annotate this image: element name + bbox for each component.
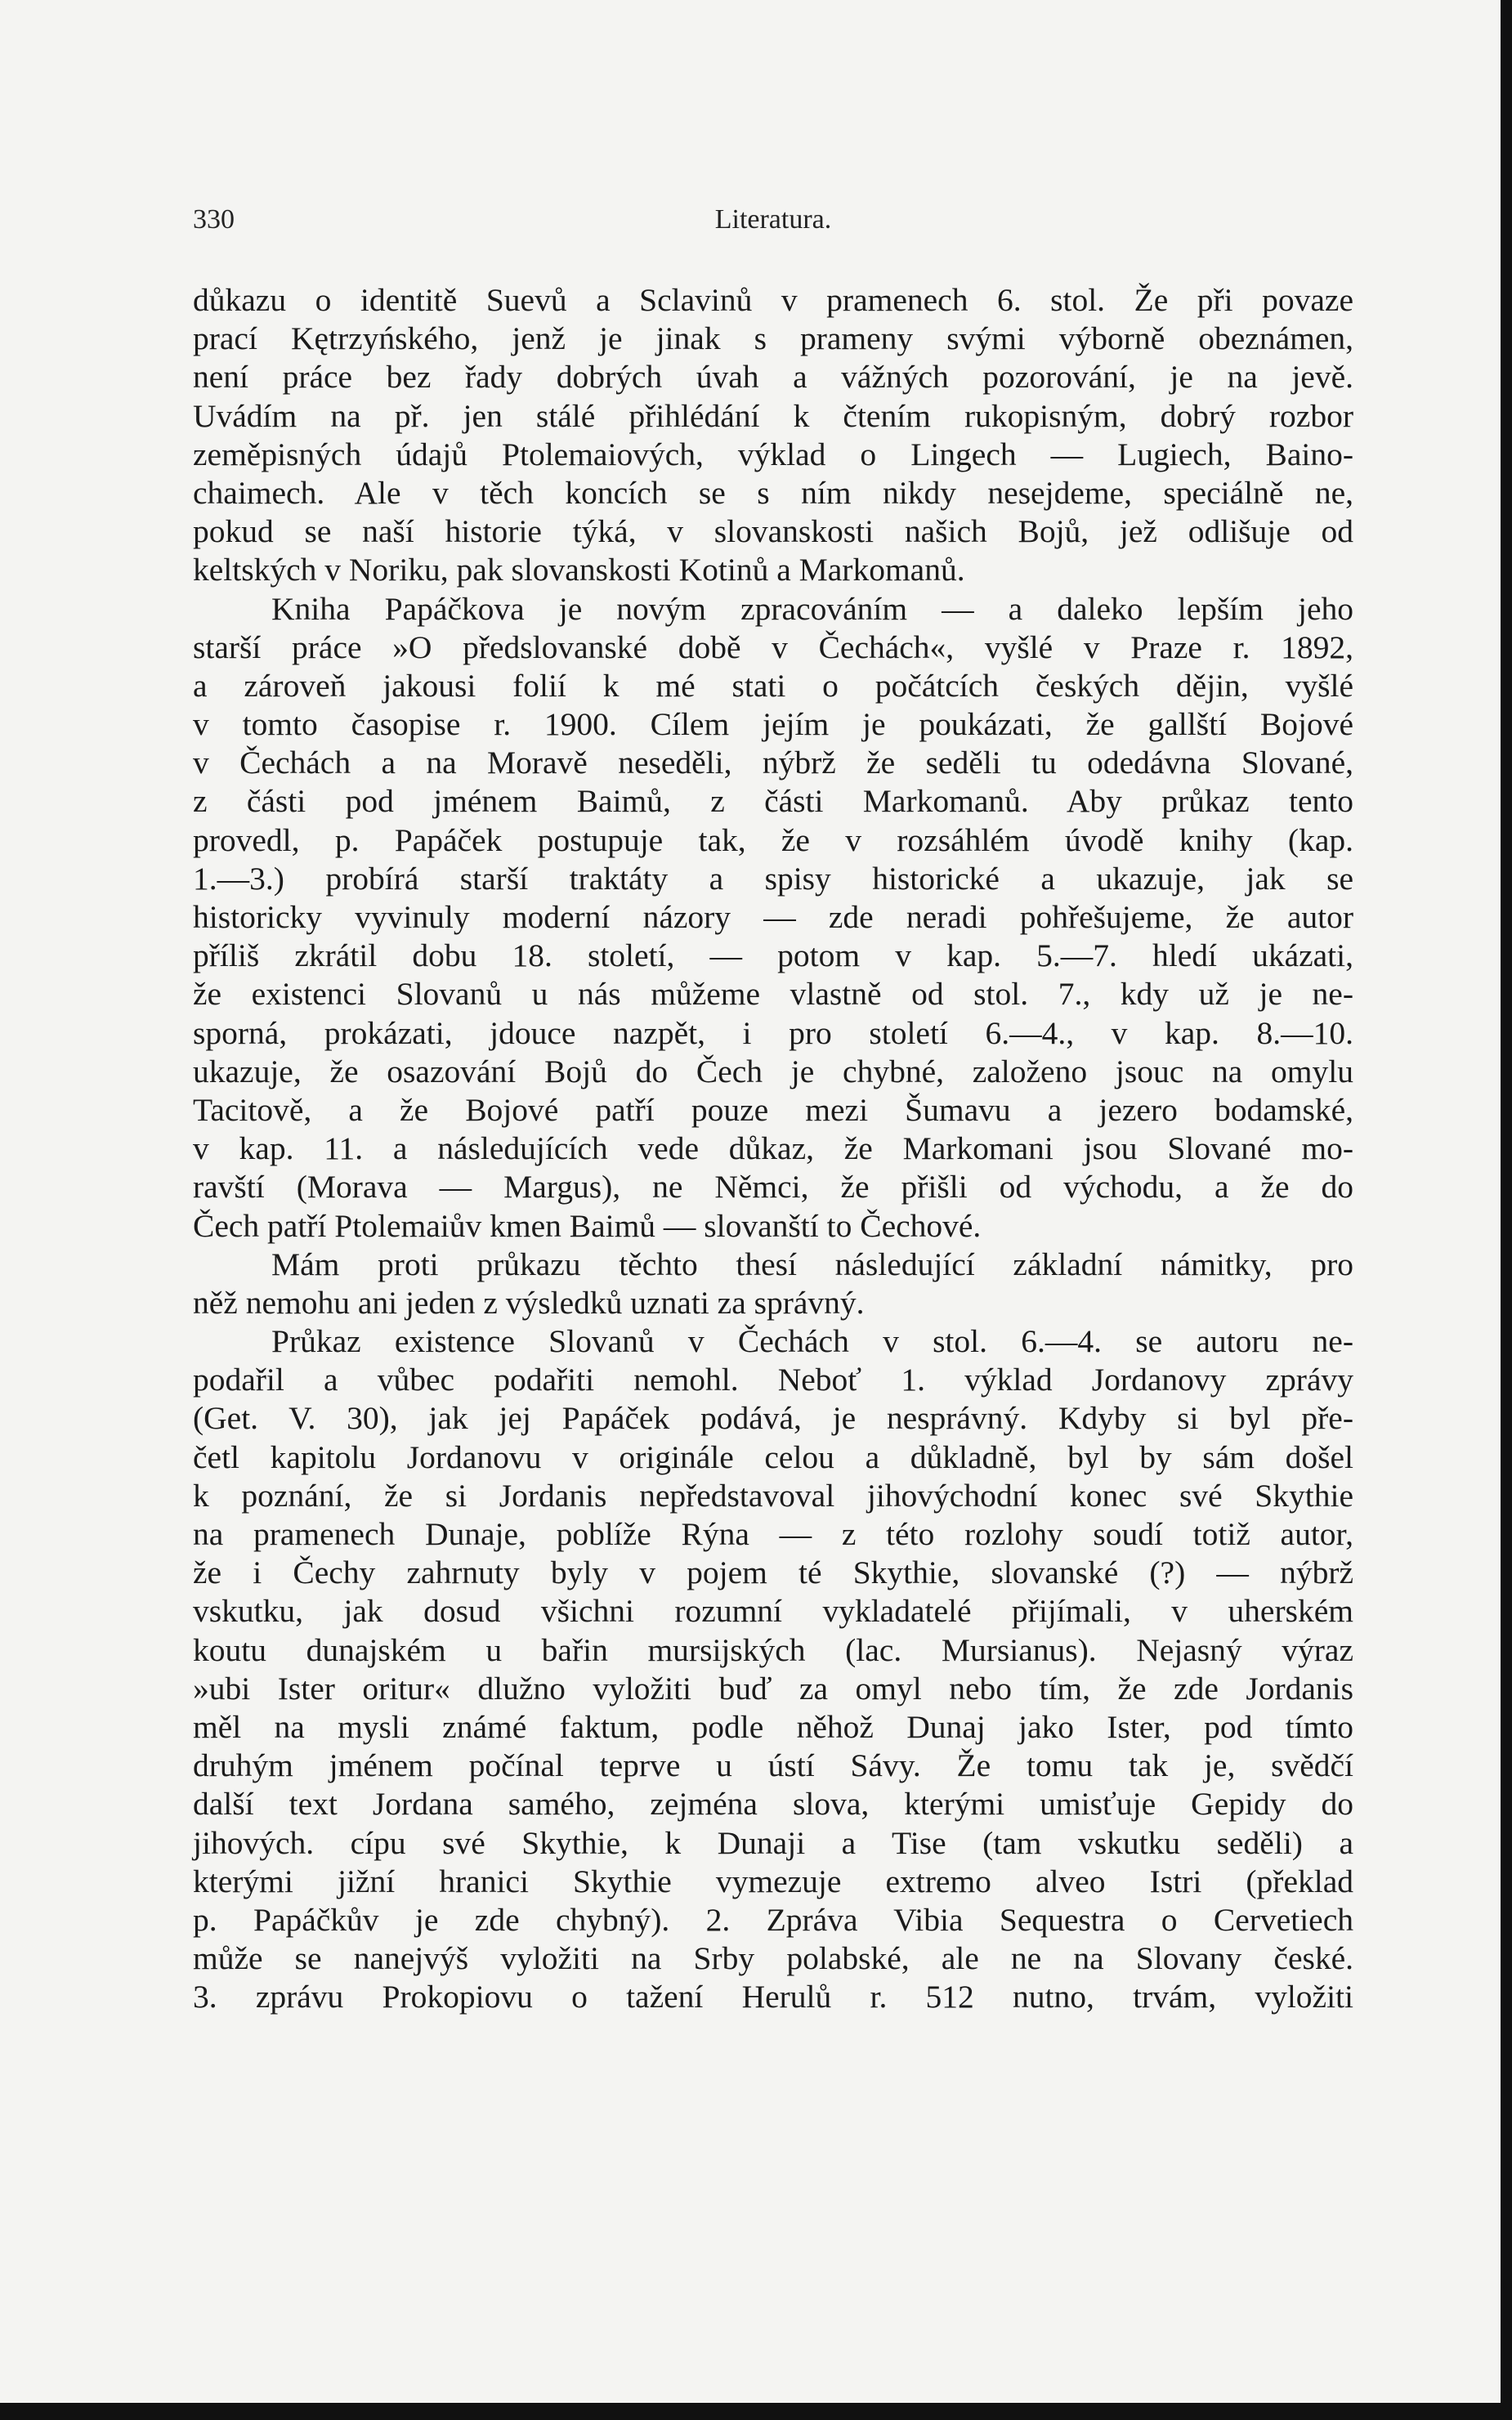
page-number: 330 [193, 204, 235, 235]
text-line: provedl, p. Papáček postupuje tak, že v rozsáhlém úvodě knihy (kap. [193, 821, 1353, 858]
text-line: 1.—3.) probírá starší traktáty a spisy historické a ukazuje, jak se [193, 860, 1353, 897]
text-line: 3. zprávu Prokopiovu o tažení Herulů r. 512 nutno, trvám, vyložiti [193, 1979, 1353, 2015]
text-line: starší práce »O předslovanské době v Čechách«, vyšlé v Praze r. 1892, [193, 628, 1353, 665]
text-line: a zároveň jakousi folií k mé stati o počátcích českých dějin, vyšlé [193, 667, 1353, 704]
text-line: v tomto časopise r. 1900. Cílem jejím je poukázati, že gallští Bojové [193, 706, 1353, 743]
text-line: zeměpisných údajů Ptolemaiových, výklad o Lingech — Lugiech, Baino- [193, 436, 1353, 472]
scan-edge-right [1501, 0, 1512, 2420]
text-line: další text Jordana samého, zejména slova, kterými umisťuje Gepidy do [193, 1786, 1353, 1823]
text-line: chaimech. Ale v těch koncích se s ním nikdy nesejdeme, speciálně ne, [193, 474, 1353, 511]
text-line: měl na mysli známé faktum, podle něhož Dunaj jako Ister, pod tímto [193, 1708, 1353, 1745]
text-line: »ubi Ister oritur« dlužno vyložiti buď za omyl nebo tím, že zde Jordanis [193, 1670, 1353, 1707]
text-line: koutu dunajském u bařin mursijských (lac. Mursianus). Nejasný výraz [193, 1631, 1353, 1668]
text-line: ukazuje, že osazování Bojů do Čech je chybné, založeno jsouc na omylu [193, 1053, 1353, 1089]
text-line: jihových. cípu své Skythie, k Dunaji a Tise (tam vskutku seděli) a [193, 1824, 1353, 1861]
text-line: sporná, prokázati, jdouce nazpět, i pro století 6.—4., v kap. 8.—10. [193, 1014, 1353, 1051]
running-title: Literatura. [714, 204, 832, 235]
text-line: něž nemohu ani jeden z výsledků uznati za správný. [193, 1284, 865, 1321]
text-line: Kniha Papáčkova je novým zpracováním — a daleko lepším jeho [271, 590, 1353, 627]
text-line: Uvádím na př. jen stálé přihlédání k čtením rukopisným, dobrý rozbor [193, 397, 1353, 434]
text-line: v kap. 11. a následujících vede důkaz, že Markomani jsou Slované mo- [193, 1130, 1353, 1167]
page-header [193, 204, 1353, 245]
scan-edge-bottom [0, 2403, 1512, 2420]
text-line: (Get. V. 30), jak jej Papáček podává, je nesprávný. Kdyby si byl pře- [193, 1400, 1353, 1437]
text-line: může se nanejvýš vyložiti na Srby polabské, ale ne na Slovany české. [193, 1940, 1353, 1977]
text-line: ravští (Morava — Margus), ne Němci, že přišli od východu, a že do [193, 1169, 1353, 1206]
text-line: Čech patří Ptolemaiův kmen Baimů — slovanští to Čechové. [193, 1207, 982, 1244]
text-line: příliš zkrátil dobu 18. století, — potom v kap. 5.—7. hledí ukázati, [193, 937, 1353, 974]
text-line: Průkaz existence Slovanů v Čechách v stol. 6.—4. se autoru ne- [271, 1323, 1353, 1360]
text-line: prací Kętrzyńského, jenž je jinak s prameny svými výborně obeznámen, [193, 320, 1353, 357]
text-line: není práce bez řady dobrých úvah a vážných pozorování, je na jevě. [193, 359, 1353, 396]
text-line: k poznání, že si Jordanis nepředstavoval jihovýchodní konec své Skythie [193, 1477, 1353, 1514]
text-line: Tacitově, a že Bojové patří pouze mezi Šumavu a jezero bodamské, [193, 1091, 1353, 1128]
text-line: četl kapitolu Jordanovu v originále celou a důkladně, byl by sám došel [193, 1438, 1353, 1475]
text-line: druhým jménem počínal teprve u ústí Sávy. Že tomu tak je, svědčí [193, 1747, 1353, 1784]
text-line: důkazu o identitě Suevů a Sclavinů v pramenech 6. stol. Že při povaze [193, 282, 1353, 318]
text-line: že existenci Slovanů u nás můžeme vlastně od stol. 7., kdy už je ne- [193, 976, 1353, 1013]
text-line: historicky vyvinuly moderní názory — zde neradi pohřešujeme, že autor [193, 899, 1353, 935]
text-line: kterými jižní hranici Skythie vymezuje extremo alveo Istri (překlad [193, 1863, 1353, 1899]
text-line: keltských v Noriku, pak slovanskosti Kotinů a Markomanů. [193, 552, 965, 588]
text-line: Mám proti průkazu těchto thesí následující základní námitky, pro [271, 1246, 1353, 1282]
text-line: z části pod jménem Baimů, z části Markomanů. Aby průkaz tento [193, 783, 1353, 820]
text-line: v Čechách a na Moravě neseděli, nýbrž že seděli tu odedávna Slované, [193, 745, 1353, 781]
text-line: p. Papáčkův je zde chybný). 2. Zpráva Vibia Sequestra o Cervetiech [193, 1901, 1353, 1938]
text-line: na pramenech Dunaje, poblíže Rýna — z této rozlohy soudí totiž autor, [193, 1516, 1353, 1552]
body-text [193, 281, 1353, 2016]
text-line: podařil a vůbec podařiti nemohl. Neboť 1. výklad Jordanovy zprávy [193, 1362, 1353, 1398]
text-line: vskutku, jak dosud všichni rozumní vykladatelé přijímali, v uherském [193, 1593, 1353, 1630]
text-line: že i Čechy zahrnuty byly v pojem té Skythie, slovanské (?) — nýbrž [193, 1554, 1353, 1591]
text-line: pokud se naší historie týká, v slovanskosti našich Bojů, jež odlišuje od [193, 513, 1353, 550]
